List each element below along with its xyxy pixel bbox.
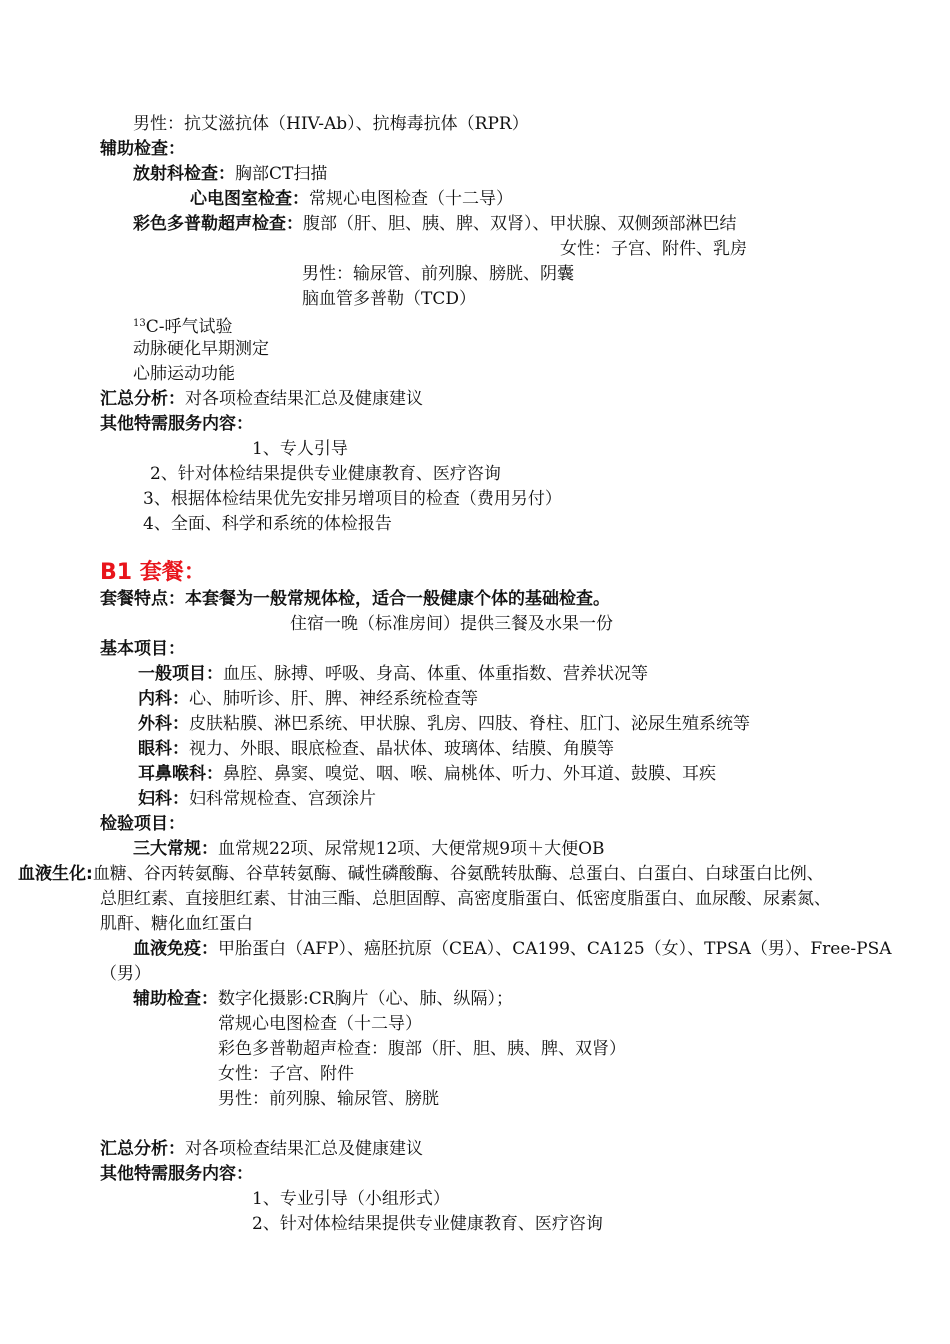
doppler-line <box>133 213 737 235</box>
lab-items-label: 检验项目： <box>100 814 185 834</box>
immuno-value-1: 甲胎蛋白（AFP）、癌胚抗原（CEA）、CA199、CA125（女）、TPSA（男）、Free-PSA <box>218 939 892 959</box>
aux-value-1: 数字化摄影:CR胸片（心、肺、纵隔）； <box>218 989 514 1009</box>
b1-service-item: 1、专业引导（小组形式） <box>252 1189 450 1209</box>
b1-summary-value: 对各项检查结果汇总及健康建议 <box>185 1139 423 1159</box>
aux-line-3: 彩色多普勒超声检查：腹部（肝、胆、胰、脾、双肾） <box>218 1039 626 1059</box>
gyn-label: 妇科： <box>138 789 189 809</box>
internal-label: 内科： <box>138 689 189 709</box>
surgery-line <box>138 713 750 735</box>
cardio-function: 心肺运动功能 <box>133 364 235 384</box>
radiology-value: 胸部CT扫描 <box>235 164 328 184</box>
doppler-value: 腹部（肝、胆、胰、脾、双肾）、甲状腺、双侧颈部淋巴结 <box>303 214 737 234</box>
services-label: 其他特需服务内容： <box>100 414 253 434</box>
routine-line <box>133 838 605 860</box>
immuno-label: 血液免疫： <box>133 939 218 959</box>
surgery-value: 皮肤粘膜、淋巴系统、甲状腺、乳房、四肢、脊柱、肛门、泌尿生殖系统等 <box>189 714 750 734</box>
package-title: B1 套餐： <box>100 560 206 585</box>
summary-line <box>100 388 423 410</box>
service-item: 1、专人引导 <box>252 439 348 459</box>
ecg-line <box>190 188 513 210</box>
aux-line-4: 女性：子宫、附件 <box>218 1064 354 1084</box>
radiology-line <box>133 163 327 185</box>
arteriosclerosis-test: 动脉硬化早期测定 <box>133 339 269 359</box>
immuno-line-2: （男） <box>100 964 151 984</box>
surgery-label: 外科： <box>138 714 189 734</box>
service-item: 4、全面、科学和系统的体检报告 <box>143 514 392 534</box>
ent-line <box>138 763 716 785</box>
isotope-superscript: 13 <box>133 318 146 329</box>
aux-label: 辅助检查： <box>133 989 218 1009</box>
aux-line-2: 常规心电图检查（十二导） <box>218 1014 422 1034</box>
biochem-value-1: 血糖、谷丙转氨酶、谷草转氨酶、碱性磷酸酶、谷氨酰转肽酶、总蛋白、白蛋白、白球蛋白比例、 <box>92 864 824 884</box>
eye-label: 眼科： <box>138 739 189 759</box>
aux-exam-label: 辅助检查： <box>100 139 185 159</box>
aux-line-1 <box>133 988 513 1010</box>
breath-test-text: C-呼气试验 <box>145 317 233 337</box>
radiology-label: 放射科检查： <box>133 164 235 184</box>
service-item: 2、针对体检结果提供专业健康教育、医疗咨询 <box>150 464 501 484</box>
general-line <box>138 663 648 685</box>
male-std-tests: 男性：抗艾滋抗体（HIV-Ab）、抗梅毒抗体（RPR） <box>133 114 529 134</box>
internal-value: 心、肺听诊、肝、脾、神经系统检查等 <box>189 689 478 709</box>
doppler-label: 彩色多普勒超声检查： <box>133 214 303 234</box>
doppler-tcd: 脑血管多普勒（TCD） <box>302 289 476 309</box>
feature-value: 本套餐为一般常规体检，适合一般健康个体的基础检查。 <box>185 589 610 609</box>
ent-value: 鼻腔、鼻窦、嗅觉、咽、喉、扁桃体、听力、外耳道、鼓膜、耳疾 <box>223 764 716 784</box>
routine-value: 血常规22项、尿常规12项、大便常规9项＋大便OB <box>218 839 605 859</box>
routine-label: 三大常规： <box>133 839 218 859</box>
gyn-value: 妇科常规检查、宫颈涂片 <box>189 789 376 809</box>
ecg-label: 心电图室检查： <box>190 189 309 209</box>
eye-value: 视力、外眼、眼底检查、晶状体、玻璃体、结膜、角膜等 <box>189 739 614 759</box>
biochem-line-1 <box>18 863 824 885</box>
summary-value: 对各项检查结果汇总及健康建议 <box>185 389 423 409</box>
doppler-male: 男性：输尿管、前列腺、膀胱、阴囊 <box>302 264 574 284</box>
feature-label: 套餐特点： <box>100 589 185 609</box>
biochem-line-2: 总胆红素、直接胆红素、甘油三酯、总胆固醇、高密度脂蛋白、低密度脂蛋白、血尿酸、尿素氮、 <box>100 889 831 909</box>
b1-summary-line <box>100 1138 423 1160</box>
stay-info: 住宿一晚（标准房间）提供三餐及水果一份 <box>290 614 613 634</box>
basic-items-label: 基本项目： <box>100 639 185 659</box>
breath-test <box>133 313 233 335</box>
b1-summary-label: 汇总分析： <box>100 1139 185 1159</box>
internal-line <box>138 688 478 710</box>
gyn-line <box>138 788 376 810</box>
feature-line <box>100 588 610 610</box>
ent-label: 耳鼻喉科： <box>138 764 223 784</box>
b1-service-item: 2、针对体检结果提供专业健康教育、医疗咨询 <box>252 1214 603 1234</box>
b1-services-label: 其他特需服务内容： <box>100 1164 253 1184</box>
immuno-line-1 <box>133 938 892 960</box>
aux-line-5: 男性：前列腺、输尿管、膀胱 <box>218 1089 439 1109</box>
doppler-female: 女性：子宫、附件、乳房 <box>560 239 747 259</box>
biochem-line-3: 肌酐、糖化血红蛋白 <box>100 914 253 934</box>
general-label: 一般项目： <box>138 664 223 684</box>
service-item: 3、根据体检结果优先安排另增项目的检查（费用另付） <box>143 489 562 509</box>
summary-label: 汇总分析： <box>100 389 185 409</box>
eye-line <box>138 738 614 760</box>
ecg-value: 常规心电图检查（十二导） <box>309 189 513 209</box>
biochem-label: 血液生化: <box>18 864 93 884</box>
general-value: 血压、脉搏、呼吸、身高、体重、体重指数、营养状况等 <box>223 664 648 684</box>
